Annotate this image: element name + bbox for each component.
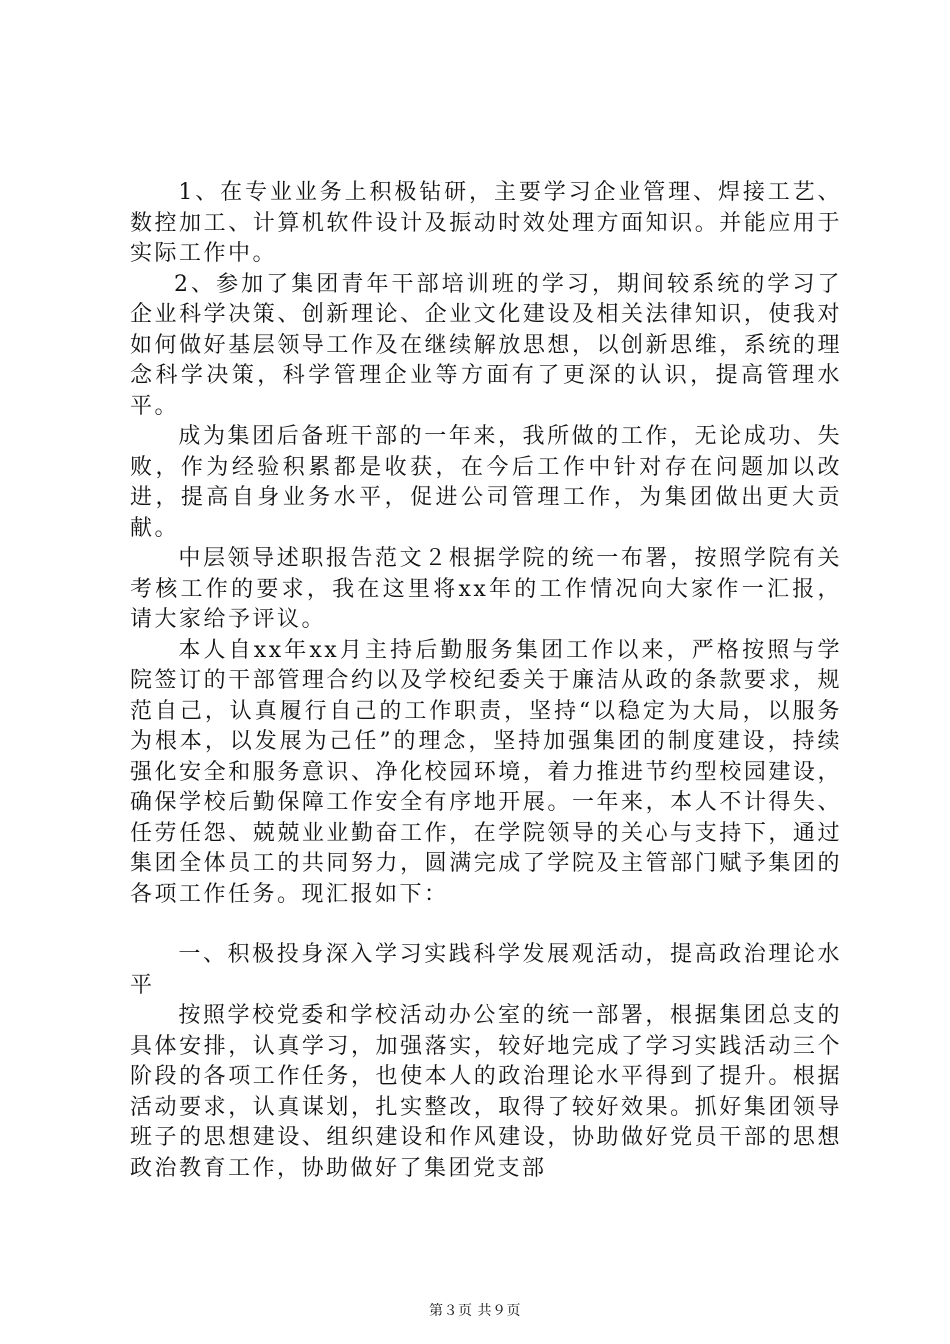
document-body xyxy=(130,178,842,1184)
paragraph-study-business: 1、在专业业务上积极钻研，主要学习企业管理、焊接工艺、数控加工、计算机软件设计及振动时效处理方面知识。并能应用于实际工作中。 xyxy=(130,180,842,266)
paragraph-report-intro: 中层领导述职报告范文２根据学院的统一布署，按照学院有关考核工作的要求，我在这里将xx年的工作情况向大家作一汇报，请大家给予评议。 xyxy=(130,546,842,632)
paragraph-training-class: 2、参加了集团青年干部培训班的学习，期间较系统的学习了企业科学决策、创新理论、企业文化建设及相关法律知识，使我对如何做好基层领导工作及在继续解放思想，以创新思维，系统的理念科学决策，科学管理企业等方面有了更深的认识，提高管理水平。 xyxy=(130,271,842,419)
paragraph-reserve-cadre: 成为集团后备班干部的一年来，我所做的工作，无论成功、失败，作为经验积累都是收获，在今后工作中针对存在问题加以改进，提高自身业务水平，促进公司管理工作，为集团做出更大贡献。 xyxy=(130,424,842,541)
section-heading-political-study: 一、积极投身深入学习实践科学发展观活动，提高政治理论水平 xyxy=(130,942,842,998)
page-number-footer: 第３页 共９页 xyxy=(429,1303,521,1319)
paragraph-spacer xyxy=(130,910,842,940)
paragraph-logistics-work: 本人自xx年xx月主持后勤服务集团工作以来，严格按照与学院签订的干部管理合约以及学校纪委关于廉洁从政的条款要求，规范自己，认真履行自己的工作职责，坚持“以稳定为大局，以服务为根本，以发展为己任”的理念，坚持加强集团的制度建设，持续强化安全和服务意识、净化校园环境，着力推进节约型校园建设，确保学校后勤保障工作安全有序地开展。一年来，本人不计得失、任劳任怨、兢兢业业勤奋工作，在学院领导的关心与支持下，通过集团全体员工的共同努力，圆满完成了学院及主管部门赋予集团的各项工作任务。现汇报如下： xyxy=(130,637,842,907)
paragraph-party-deployment: 按照学校党委和学校活动办公室的统一部署，根据集团总支的具体安排，认真学习，加强落实，较好地完成了学习实践活动三个阶段的各项工作任务，也使本人的政治理论水平得到了提升。根据活动要求，认真谋划，扎实整改，取得了较好效果。抓好集团领导班子的思想建设、组织建设和作风建设，协助做好党员干部的思想政治教育工作，协助做好了集团党支部 xyxy=(130,1003,842,1181)
